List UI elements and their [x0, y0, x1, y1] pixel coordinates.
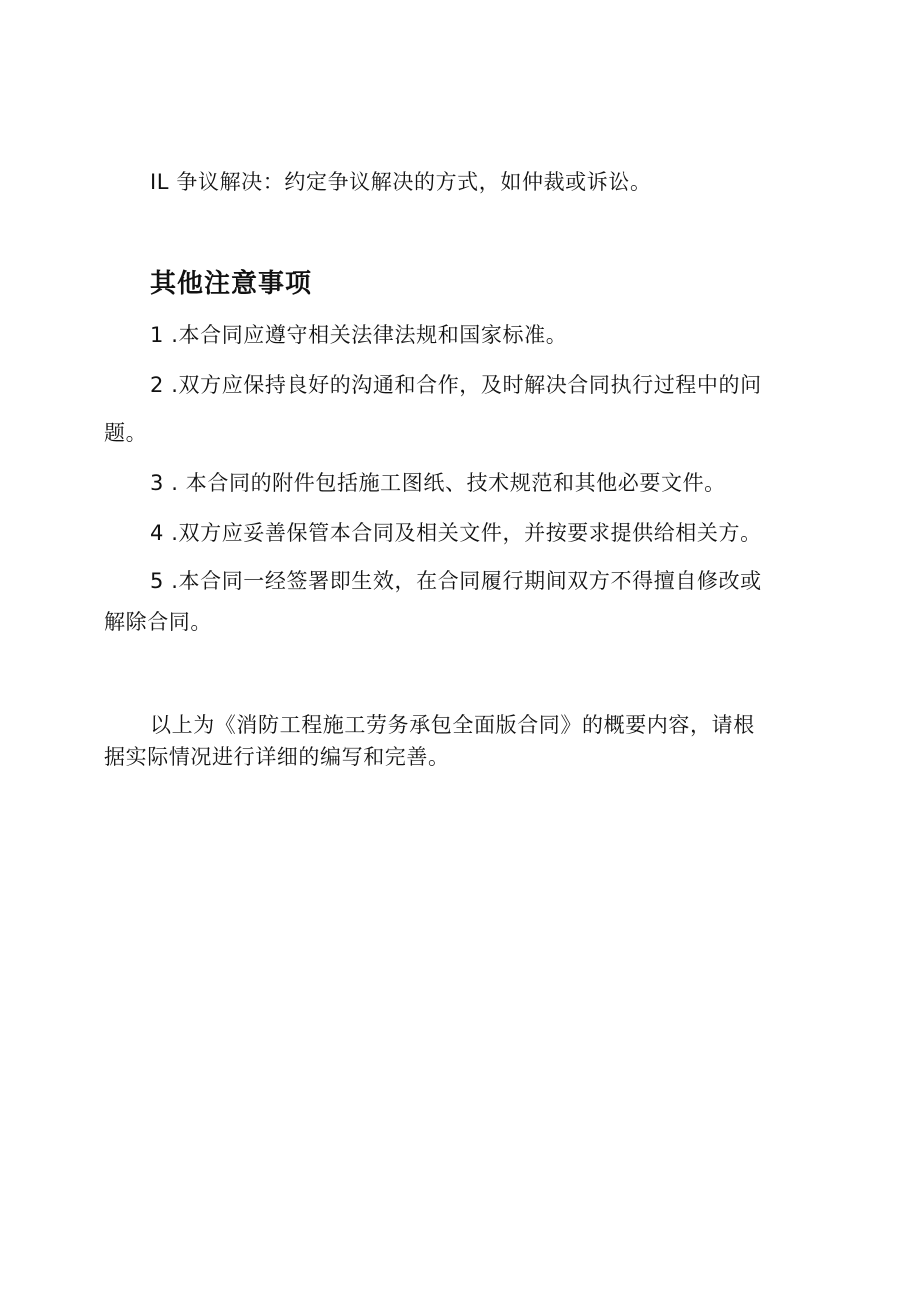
clause-dispute-resolution: IL 争议解决：约定争议解决的方式，如仲裁或诉讼。 — [150, 170, 652, 194]
list-item-1: 1 .本合同应遵守相关法律法规和国家标准。 — [150, 323, 568, 347]
list-item-3: 3 . 本合同的附件包括施工图纸、技术规范和其他必要文件。 — [150, 471, 726, 495]
list-item-2-continuation: 题。 — [104, 421, 148, 445]
closing-paragraph-line-1: 以上为《消防工程施工劳务承包全面版合同》的概要内容，请根 — [150, 713, 755, 737]
list-item-5: 5 .本合同一经签署即生效，在合同履行期间双方不得擅自修改或 — [150, 569, 762, 593]
list-item-5-continuation: 解除合同。 — [104, 610, 212, 634]
list-item-4: 4 .双方应妥善保管本合同及相关文件，并按要求提供给相关方。 — [150, 521, 762, 545]
list-item-2: 2 .双方应保持良好的沟通和合作，及时解决合同执行过程中的问 — [150, 373, 762, 397]
section-title: 其他注意事项 — [150, 269, 313, 299]
closing-paragraph-line-2: 据实际情况进行详细的编写和完善。 — [104, 745, 450, 769]
